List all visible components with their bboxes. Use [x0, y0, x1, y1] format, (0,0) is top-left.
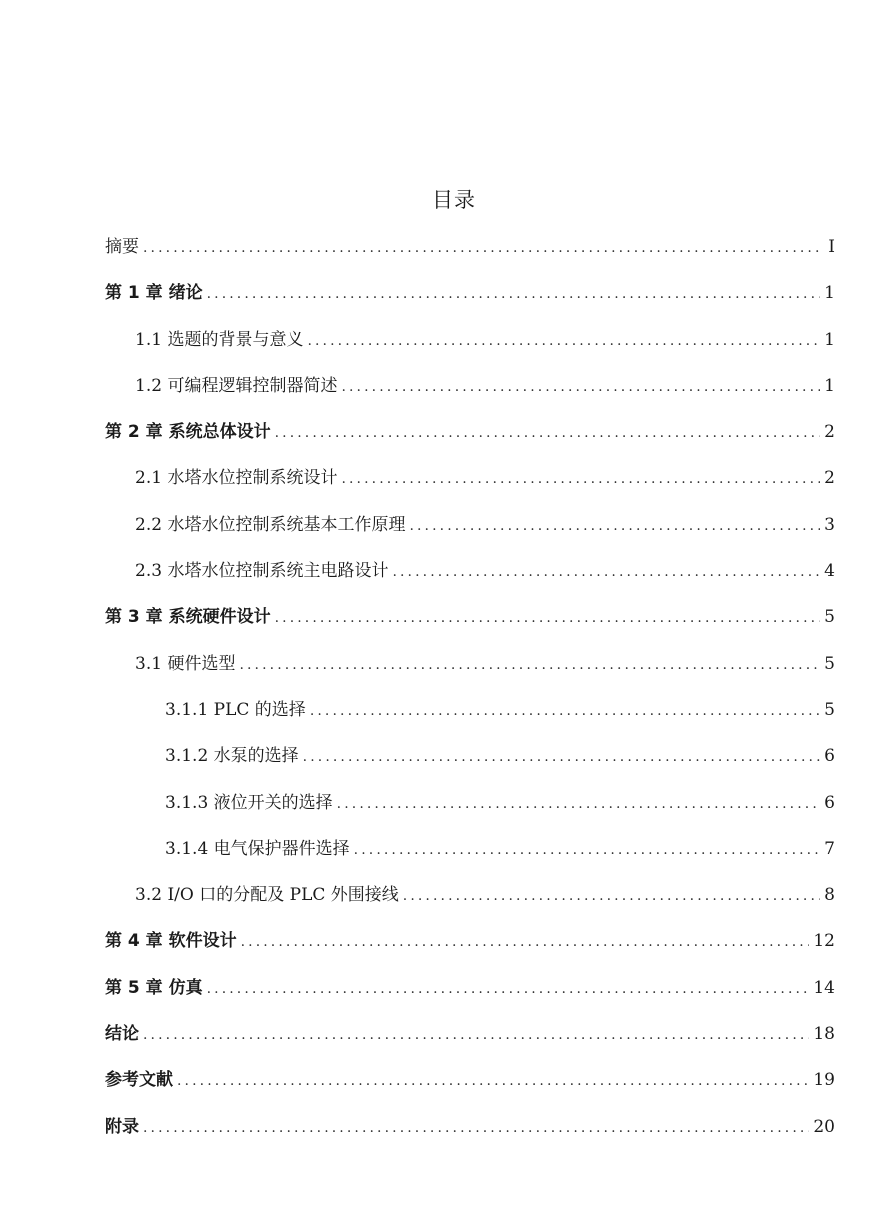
toc-dot-leader — [239, 647, 820, 683]
toc-dot-leader — [403, 878, 820, 914]
toc-entry-page-number: 5 — [824, 653, 835, 674]
toc-dot-leader — [241, 924, 810, 960]
toc-entry[interactable] — [105, 877, 835, 923]
toc-entry[interactable] — [105, 923, 835, 969]
toc-entry-page-number: 2 — [824, 468, 835, 489]
toc-entry-label: 3.1 硬件选型 — [135, 653, 236, 674]
toc-dot-leader — [177, 1063, 809, 1099]
toc-entry-page-number: 20 — [813, 1116, 835, 1137]
toc-entry-label: 第 1 章 绪论 — [105, 283, 203, 304]
toc-dot-leader — [307, 323, 820, 359]
toc-title: 目录 — [432, 188, 476, 212]
toc-entry-label: 第 5 章 仿真 — [105, 977, 203, 998]
toc-entry[interactable] — [105, 1062, 835, 1108]
toc-entry-page-number: 19 — [813, 1070, 835, 1091]
toc-dot-leader — [275, 600, 821, 636]
toc-entry-page-number: 3 — [824, 514, 835, 535]
toc-dot-leader — [337, 786, 821, 822]
toc-dot-leader — [143, 1017, 809, 1053]
toc-entry-page-number: 4 — [824, 561, 835, 582]
toc-entry[interactable] — [105, 414, 835, 460]
toc-dot-leader — [354, 832, 821, 868]
toc-entry[interactable] — [105, 1109, 835, 1155]
toc-entry-page-number: 5 — [824, 607, 835, 628]
toc-entry[interactable] — [105, 1016, 835, 1062]
toc-entry-label: 摘要 — [105, 237, 139, 257]
toc-entry[interactable] — [105, 507, 835, 553]
toc-dot-leader — [392, 554, 820, 590]
toc-entry[interactable] — [105, 229, 835, 275]
toc-dot-leader — [143, 230, 821, 266]
toc-entry[interactable] — [105, 646, 835, 692]
toc-entry-page-number: 1 — [824, 329, 835, 350]
toc-entry-label: 2.2 水塔水位控制系统基本工作原理 — [135, 514, 406, 535]
toc-entry-page-number: 12 — [813, 931, 835, 952]
toc-dot-leader — [207, 971, 810, 1007]
toc-entry[interactable] — [105, 322, 835, 368]
toc-entry-label: 3.1.4 电气保护器件选择 — [165, 838, 350, 859]
toc-entry[interactable] — [105, 831, 835, 877]
toc-entry[interactable] — [105, 692, 835, 738]
toc-entry-page-number: 5 — [824, 699, 835, 720]
toc-entry-label: 3.1.2 水泵的选择 — [165, 746, 299, 767]
toc-entry-page-number: 14 — [813, 977, 835, 998]
toc-entry-label: 3.1.3 液位开关的选择 — [165, 792, 333, 813]
toc-dot-leader — [207, 276, 821, 312]
toc-entry-label: 附录 — [105, 1116, 139, 1137]
toc-dot-leader — [341, 369, 820, 405]
toc-entry[interactable] — [105, 275, 835, 321]
table-of-contents — [105, 229, 835, 1155]
toc-dot-leader — [275, 415, 821, 451]
toc-dot-leader — [143, 1110, 809, 1146]
toc-dot-leader — [341, 461, 820, 497]
toc-entry[interactable] — [105, 368, 835, 414]
toc-entry-label: 2.3 水塔水位控制系统主电路设计 — [135, 561, 389, 582]
toc-entry-page-number: 8 — [824, 885, 835, 906]
toc-entry-page-number: 7 — [824, 838, 835, 859]
toc-entry[interactable] — [105, 599, 835, 645]
toc-entry-label: 结论 — [105, 1024, 139, 1045]
toc-entry-page-number: 2 — [824, 422, 835, 443]
toc-entry-page-number: 6 — [824, 792, 835, 813]
toc-entry-label: 1.2 可编程逻辑控制器简述 — [135, 375, 338, 396]
toc-entry-page-number: 1 — [824, 375, 835, 396]
toc-entry-page-number: 18 — [813, 1024, 835, 1045]
toc-entry-label: 第 2 章 系统总体设计 — [105, 422, 271, 443]
toc-entry[interactable] — [105, 738, 835, 784]
toc-entry-label: 参考文献 — [105, 1070, 173, 1091]
toc-dot-leader — [310, 693, 820, 729]
toc-entry[interactable] — [105, 460, 835, 506]
toc-entry-page-number: I — [828, 237, 835, 257]
toc-entry-label: 第 3 章 系统硬件设计 — [105, 607, 271, 628]
toc-entry[interactable] — [105, 970, 835, 1016]
toc-entry-label: 2.1 水塔水位控制系统设计 — [135, 468, 338, 489]
toc-entry[interactable] — [105, 553, 835, 599]
toc-entry-page-number: 6 — [824, 746, 835, 767]
toc-entry[interactable] — [105, 785, 835, 831]
toc-entry-label: 3.2 I/O 口的分配及 PLC 外围接线 — [135, 885, 399, 906]
toc-dot-leader — [409, 508, 820, 544]
toc-entry-label: 3.1.1 PLC 的选择 — [165, 699, 306, 720]
toc-entry-label: 1.1 选题的背景与意义 — [135, 329, 304, 350]
toc-entry-page-number: 1 — [824, 283, 835, 304]
toc-dot-leader — [303, 739, 821, 775]
toc-entry-label: 第 4 章 软件设计 — [105, 931, 237, 952]
